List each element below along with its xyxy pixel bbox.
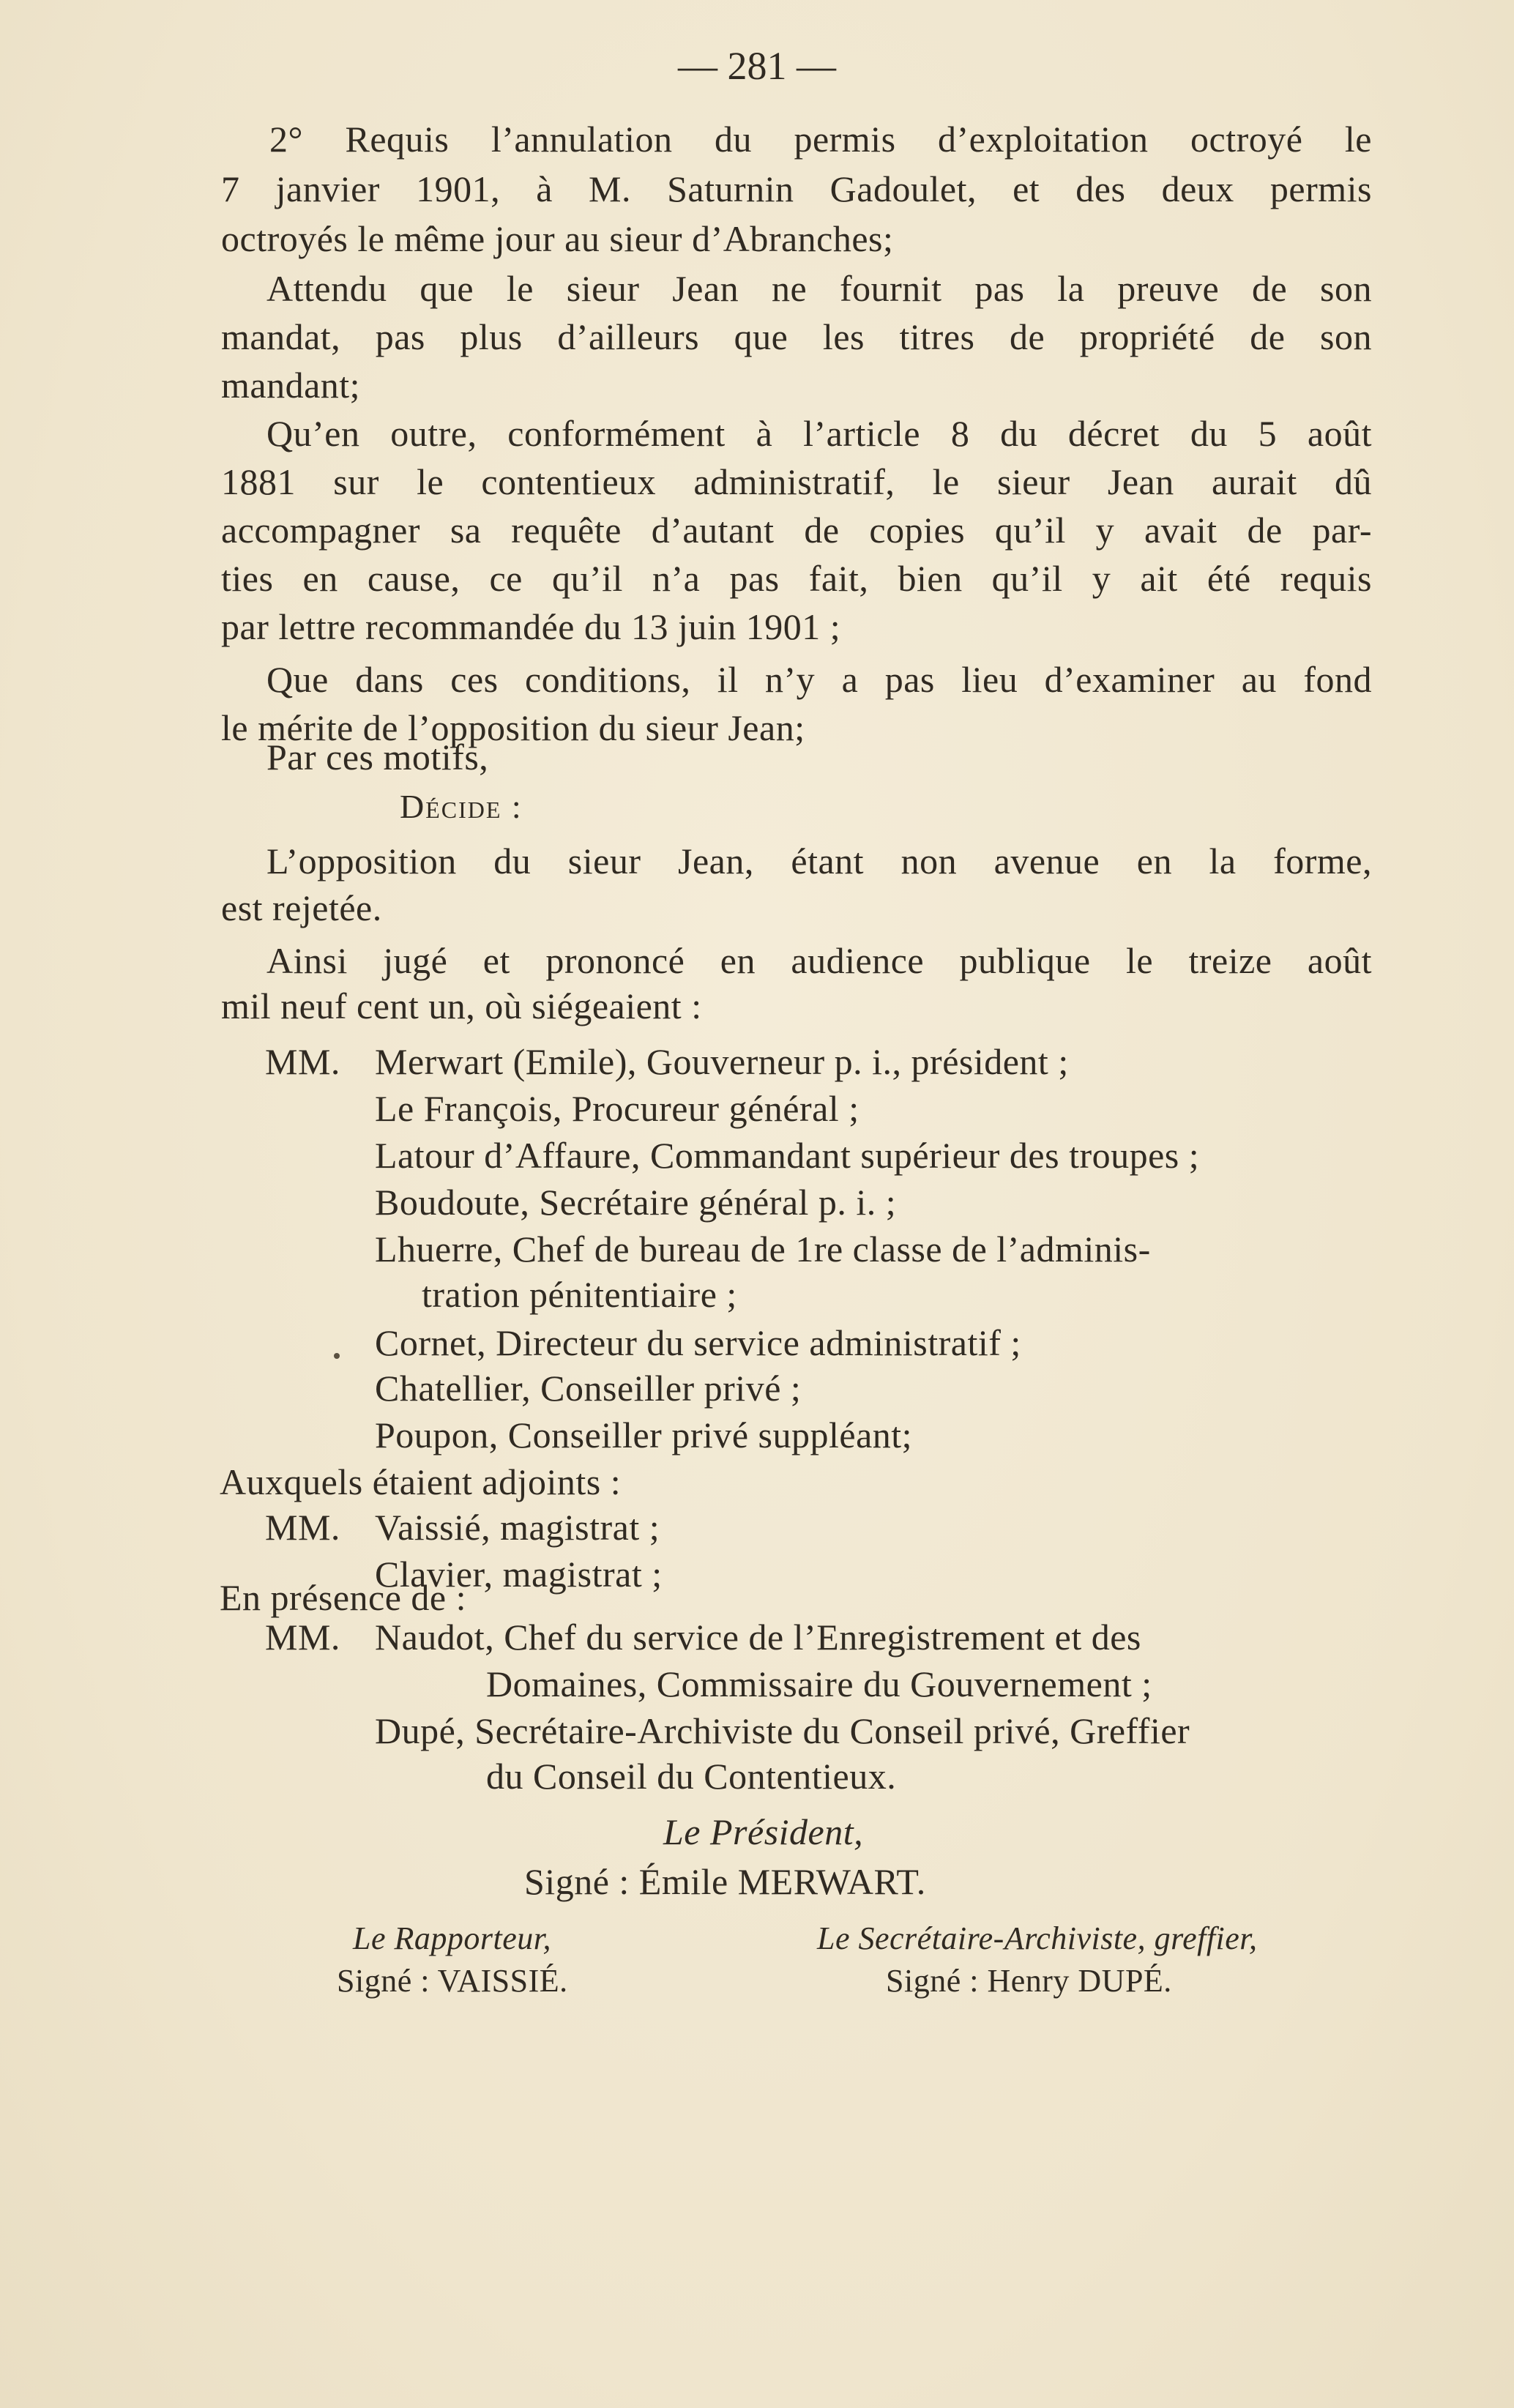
text-line: Vaissié, magistrat ; [375,1507,660,1548]
page-number: — 281 — [678,44,836,88]
text-line: Chatellier, Conseiller privé ; [375,1368,802,1409]
text-line: Dupé, Secrétaire-Archiviste du Conseil privé, Greffier [375,1710,1190,1751]
text-line: Auxquels étaient adjoints : [220,1461,622,1502]
text-line: MM. [265,1617,340,1658]
text-line: Par ces motifs, [266,737,489,778]
decide-heading: Décide : [400,788,523,825]
rapporteur-signature: Signé : VAISSIÉ. [337,1963,568,1999]
text-line: Poupon, Conseiller privé suppléant; [375,1414,913,1455]
text-line: Latour d’Affaure, Commandant supérieur des troupes ; [375,1135,1200,1176]
text-line: MM. [265,1507,340,1548]
text-line: Que dans ces conditions, il n’y a pas lieu d’examiner au fond [266,659,1372,700]
text-line: par lettre recommandée du 13 juin 1901 ; [221,606,841,647]
text-line: mandant; [221,365,361,406]
text-line: est rejetée. [221,887,382,928]
text-line: En présence de : [220,1577,467,1618]
text-line: mandat, pas plus d’ailleurs que les titres de propriété de son [221,316,1372,357]
text-line: 1881 sur le contentieux administratif, le sieur Jean aurait dû [221,461,1372,502]
text-line: Clavier, magistrat ; [375,1554,663,1595]
text-line: Boudoute, Secrétaire général p. i. ; [375,1182,897,1223]
text-line: 2° Requis l’annulation du permis d’exploitation octroyé le [269,119,1372,160]
ink-speck [334,1353,340,1359]
text-line: mil neuf cent un, où siégeaient : [221,985,702,1026]
text-line: Naudot, Chef du service de l’Enregistrement et des [375,1617,1141,1658]
text-line: 7 janvier 1901, à M. Saturnin Gadoulet, et des deux permis [221,168,1372,209]
secretary-title: Le Secrétaire-Archiviste, greffier, [817,1920,1258,1956]
text-line: Lhuerre, Chef de bureau de 1re classe de l’adminis- [375,1229,1151,1270]
text-line: octroyés le même jour au sieur d’Abranches; [221,218,894,259]
text-line: Qu’en outre, conformément à l’article 8 du décret du 5 août [266,413,1372,454]
text-line: MM. [265,1041,340,1082]
text-line: Domaines, Commissaire du Gouvernement ; [486,1663,1152,1704]
text-line: Le François, Procureur général ; [375,1088,859,1129]
text-line: Merwart (Emile), Gouverneur p. i., président ; [375,1041,1069,1082]
text-line: ties en cause, ce qu’il n’a pas fait, bien qu’il y ait été requis [221,558,1372,599]
text-line: Attendu que le sieur Jean ne fournit pas la preuve de son [266,268,1372,309]
text-line: Cornet, Directeur du service administratif ; [375,1322,1021,1363]
rapporteur-title: Le Rapporteur, [353,1920,551,1956]
secretary-signature: Signé : Henry DUPÉ. [886,1963,1172,1999]
president-title: Le Président, [663,1811,864,1852]
text-line: L’opposition du sieur Jean, étant non avenue en la forme, [266,840,1372,881]
text-line: le mérite de l’opposition du sieur Jean; [221,707,805,748]
text-line: Ainsi jugé et prononcé en audience publique le treize août [266,940,1372,981]
president-signature: Signé : Émile MERWART. [524,1861,926,1902]
text-line: du Conseil du Contentieux. [486,1756,897,1797]
text-line: tration pénitentiaire ; [422,1274,737,1315]
text-line: accompagner sa requête d’autant de copies qu’il y avait de par- [221,510,1372,551]
